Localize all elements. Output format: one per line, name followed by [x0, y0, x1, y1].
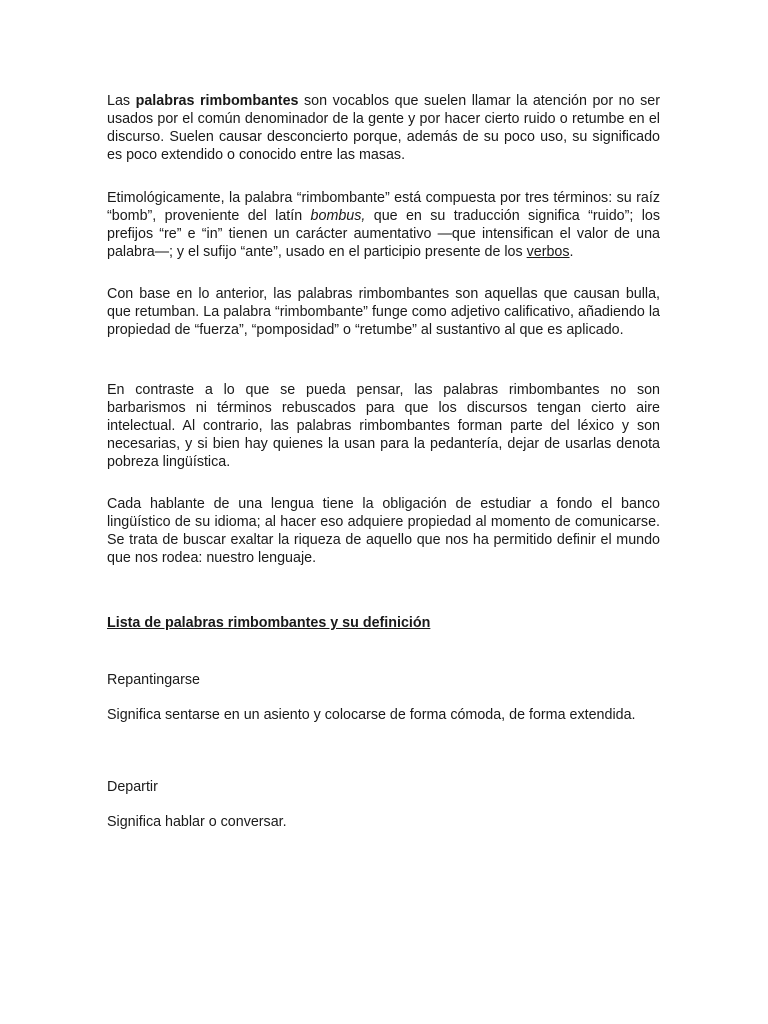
contrast-paragraph: En contraste a lo que se pueda pensar, las palabras rimbombantes no son barbarismos ni términos rebuscados para que los discursos tengan cierto aire intelectual. Al contrario, las palabras rimbombantes forman parte del léxico y son necesarias, y si bien hay quienes la usan para la pedantería, dejar de usarlas denota pobreza lingüística. [107, 382, 660, 470]
list-heading: Lista de palabras rimbombantes y su definición [107, 615, 431, 631]
p2-text-mid: que en su traducción significa “ruido”; los prefijos “re” e “in” tienen un carácter aumentativo —que intensifican el valor de una palabra—; y el sufijo “ante”, usado en el participio presente de los [107, 208, 660, 260]
etymology-paragraph [107, 189, 660, 261]
definition-repantingarse: Significa sentarse en un asiento y colocarse de forma cómoda, de forma extendida. [107, 707, 636, 723]
p1-bold-term: palabras rimbombantes [135, 93, 299, 109]
verbos-link[interactable]: verbos [526, 244, 570, 260]
term-departir: Departir [107, 779, 158, 795]
p2-latin-word: bombus, [310, 208, 366, 224]
definition-departir: Significa hablar o conversar. [107, 814, 287, 830]
p2-text-start: Etimológicamente, la palabra “rimbombante” está compuesta por tres términos: su raíz “bomb”, proveniente del latín [107, 190, 660, 224]
speaker-paragraph: Cada hablante de una lengua tiene la obligación de estudiar a fondo el banco lingüístico de su idioma; al hacer eso adquiere propiedad al momento de comunicarse. Se trata de buscar exaltar la riqueza de aquello que nos ha permitido definir el mundo que nos rodea: nuestro lenguaje. [107, 496, 660, 566]
p2-text-end: . [569, 244, 574, 260]
intro-paragraph-1 [107, 92, 660, 164]
meaning-paragraph: Con base en lo anterior, las palabras rimbombantes son aquellas que causan bulla, que retumban. La palabra “rimbombante” funge como adjetivo calificativo, añadiendo la propiedad de “fuerza”, “pomposidad” o “retumbe” al sustantivo al que es aplicado. [107, 286, 660, 338]
term-repantingarse: Repantingarse [107, 672, 200, 688]
p1-text-rest: son vocablos que suelen llamar la atención por no ser usados por el común denominador de la gente y por hacer cierto ruido o retumbe en el discurso. Suelen causar desconcierto porque, además de su poco uso, su significado es poco extendido o conocido entre las masas. [107, 93, 660, 163]
p1-text-start: Las [107, 93, 136, 109]
